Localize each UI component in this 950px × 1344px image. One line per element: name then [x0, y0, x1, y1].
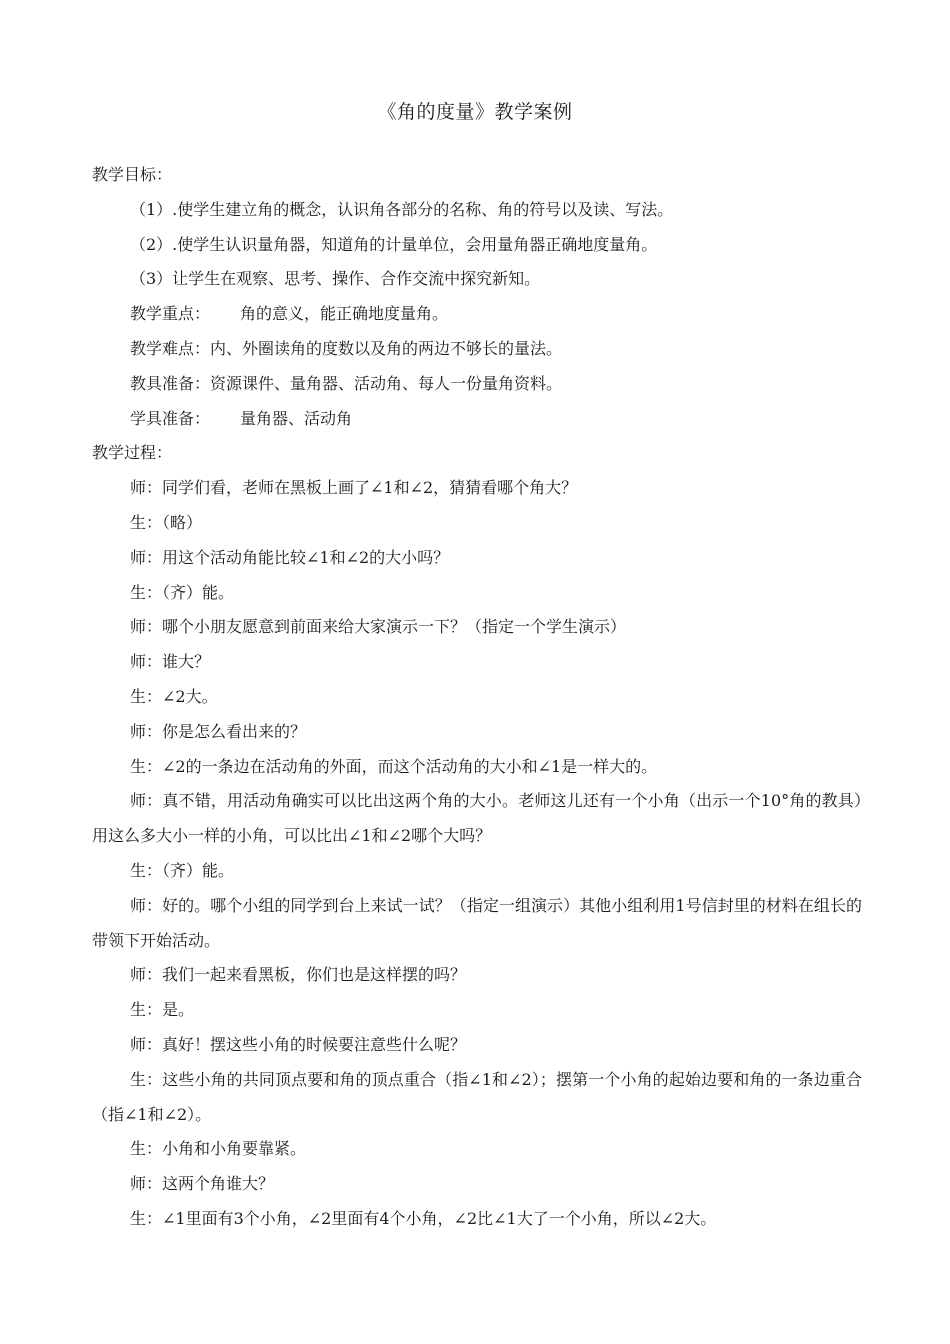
- difficulty-text: 内、外圈读角的度数以及角的两边不够长的量法。: [210, 338, 563, 358]
- dialogue-line: 生：（齐）能。: [130, 582, 235, 602]
- dialogue-line: 师：你是怎么看出来的？: [130, 721, 307, 741]
- dialogue-line: 生：∠2大。: [130, 686, 218, 706]
- learning-aids: [92, 402, 862, 437]
- dialogue-line: 师：用这个活动角能比较∠1和∠2的大小吗？: [130, 547, 450, 567]
- dialogue-line: 师：这两个角谁大？: [130, 1174, 275, 1194]
- goals-heading: 教学目标：: [92, 165, 173, 184]
- difficulty-label: 教学难点：: [130, 338, 211, 358]
- dialogue-line: 师：我们一起来看黑板，你们也是这样摆的吗？: [130, 965, 467, 985]
- dialogue-line: 生：是。: [130, 1000, 195, 1020]
- dialogue-line: 生：（略）: [130, 512, 203, 532]
- document-title: 《角的度量》教学案例: [377, 101, 573, 123]
- teaching-aids-text: 资源课件、量角器、活动角、每人一份量角资料。: [210, 373, 563, 393]
- dialogue-line: 生：小角和小角要靠紧。: [130, 1139, 307, 1159]
- teaching-aids: [92, 367, 862, 402]
- dialogue-paragraph: 师：好的。哪个小组的同学到台上来试一试？（指定一组演示）其他小组利用1号信封里的材料在组长的带领下开始活动。: [92, 895, 862, 950]
- dialogue-line: 生：（齐）能。: [130, 860, 235, 880]
- dialogue-paragraph: 生：这些小角的共同顶点要和角的顶点重合（指∠1和∠2）；摆第一个小角的起始边要和角的一条边重合（指∠1和∠2）。: [92, 1069, 862, 1124]
- process-heading: 教学过程：: [92, 443, 173, 463]
- dialogue-line: 师：哪个小朋友愿意到前面来给大家演示一下？（指定一个学生演示）: [130, 617, 627, 637]
- key-point-text: 角的意义，能正确地度量角。: [240, 304, 449, 324]
- dialogue-line: 生：∠2的一条边在活动角的外面，而这个活动角的大小和∠1是一样大的。: [130, 756, 658, 776]
- learning-aids-text: 量角器、活动角: [240, 408, 353, 428]
- difficulty: [92, 332, 862, 367]
- key-point: [92, 297, 862, 332]
- goal-item: （2）.使学生认识量角器，知道角的计量单位，会用量角器正确地度量角。: [130, 234, 658, 254]
- dialogue-line: 师：同学们看，老师在黑板上画了∠1和∠2，猜猜看哪个角大？: [130, 478, 578, 498]
- dialogue-line: 师：谁大？: [130, 652, 211, 672]
- teaching-aids-label: 教具准备：: [130, 373, 211, 393]
- dialogue-line: 生：∠1里面有3个小角，∠2里面有4个小角，∠2比∠1大了一个小角，所以∠2大。: [130, 1208, 717, 1228]
- key-point-label: 教学重点：: [130, 304, 211, 324]
- dialogue-line: 师：真好！摆这些小角的时候要注意些什么呢？: [130, 1034, 467, 1054]
- goal-item: （3）让学生在观察、思考、操作、合作交流中探究新知。: [130, 269, 541, 289]
- goal-item: （1）.使学生建立角的概念，认识角各部分的名称、角的符号以及读、写法。: [130, 199, 674, 219]
- document-body: [92, 158, 862, 1237]
- dialogue-paragraph: 师：真不错，用活动角确实可以比出这两个角的大小。老师这儿还有一个小角（出示一个10°角的教具）用这么多大小一样的小角，可以比出∠1和∠2哪个大吗？: [92, 791, 862, 846]
- learning-aids-label: 学具准备：: [130, 408, 211, 428]
